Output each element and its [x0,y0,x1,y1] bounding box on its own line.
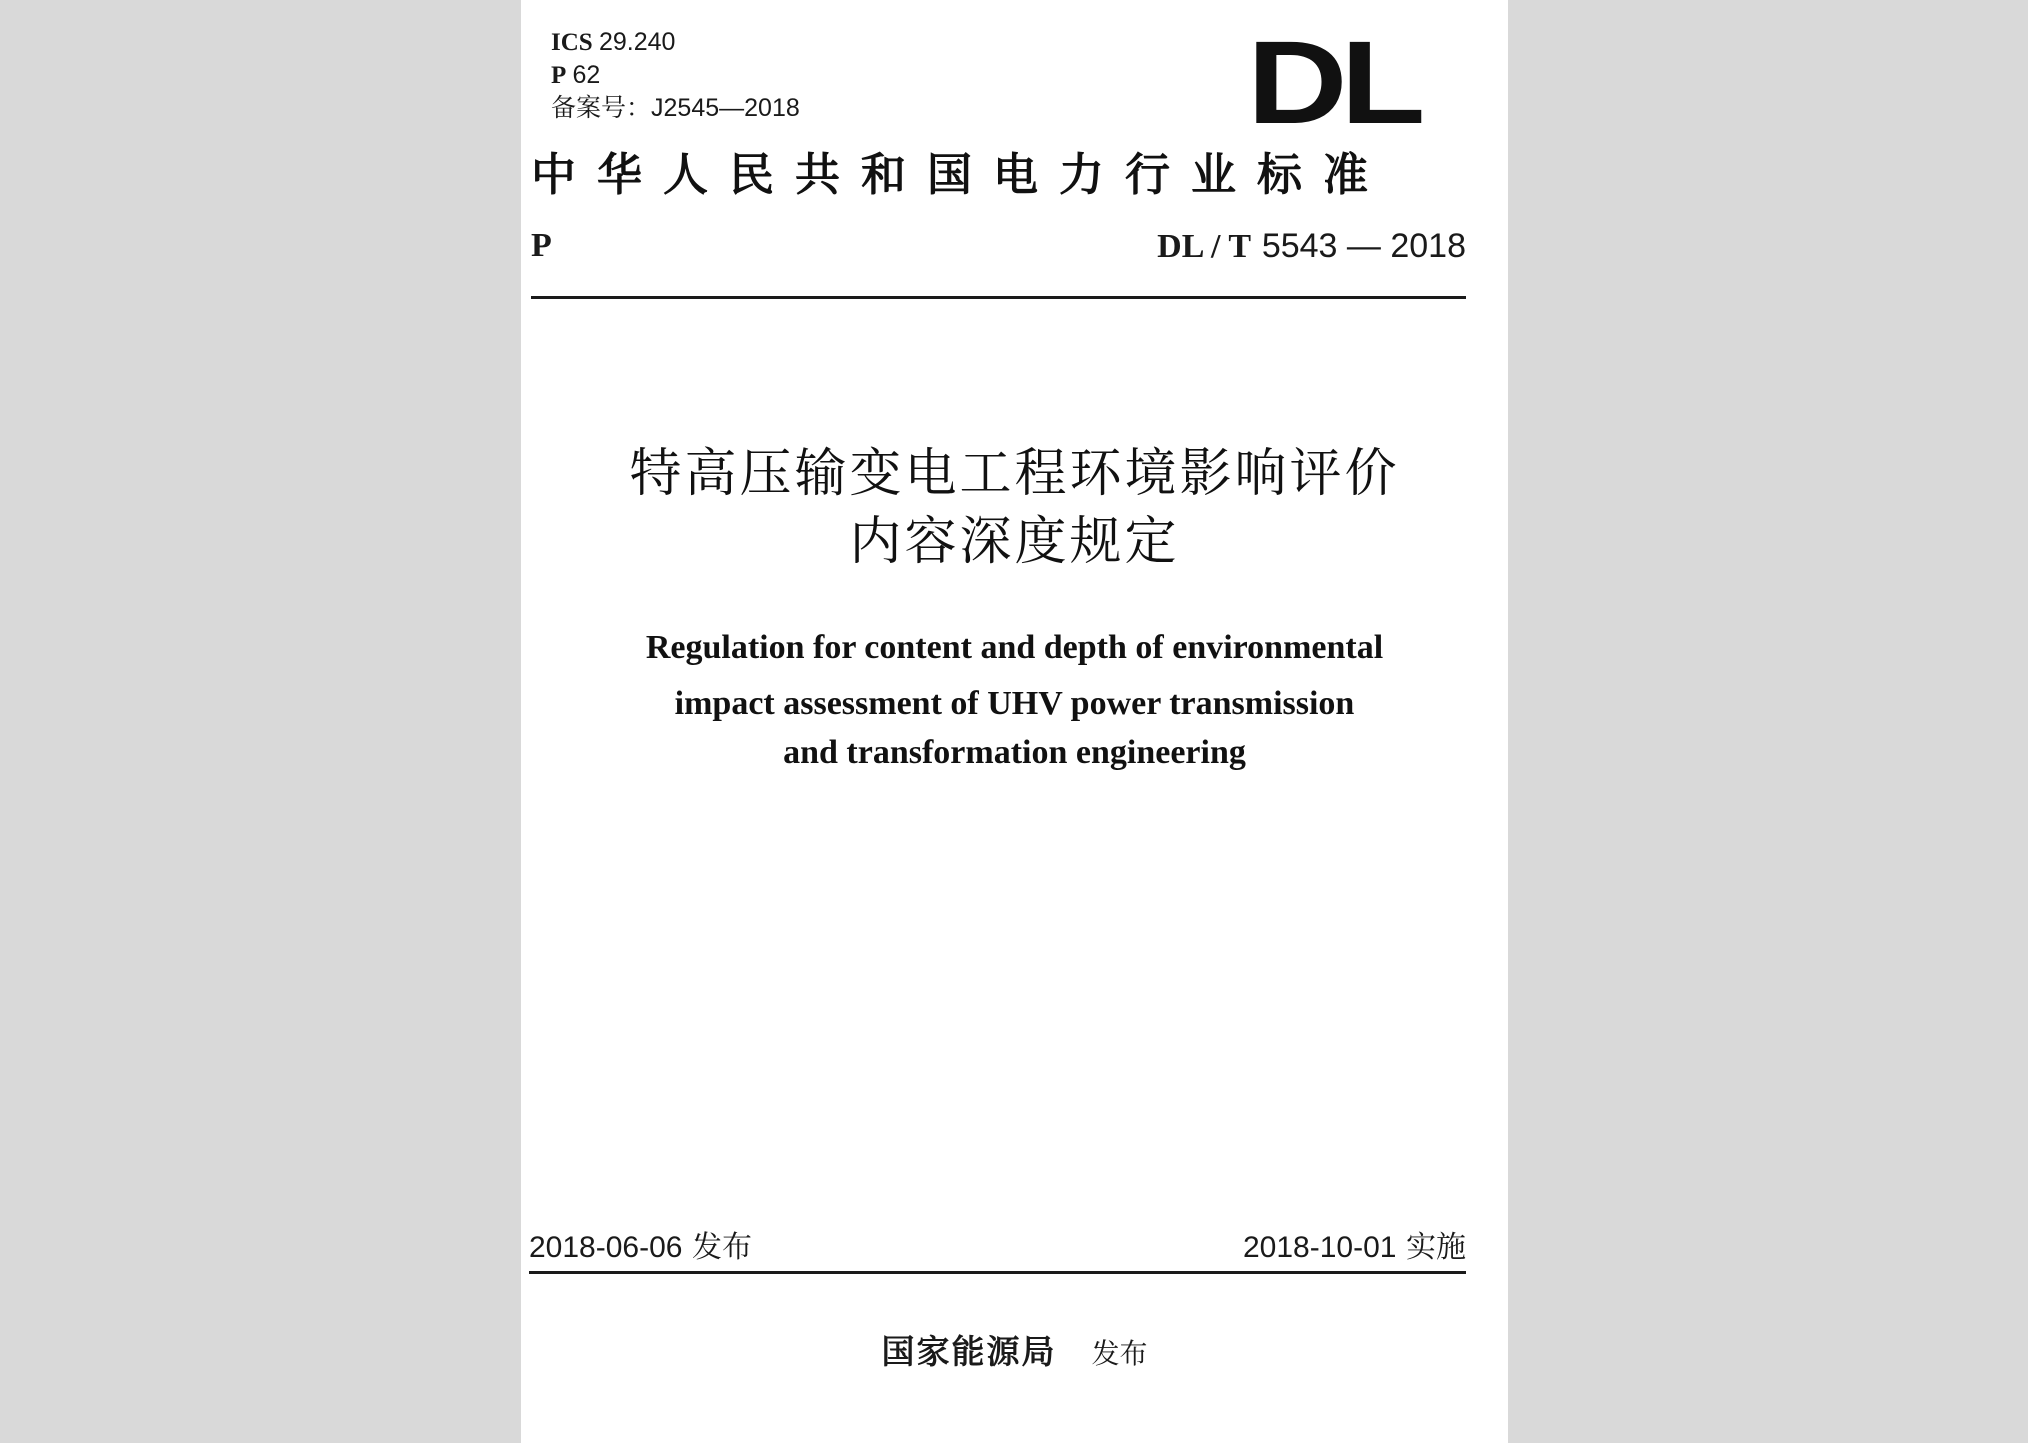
issuing-organization: 国家能源局 [881,1332,1057,1371]
implement-date [1243,1226,1466,1270]
chinese-title [521,440,1508,576]
record-label: 备案号： [551,95,652,122]
ccs-value: 62 [572,61,601,89]
english-title [521,622,1508,776]
date-line [529,1226,1466,1270]
implement-label: 实施 [1406,1230,1466,1265]
record-number [551,92,800,125]
chinese-title-line-2: 内容深度规定 [849,512,1180,572]
english-title-line-3: and transformation engineering [783,734,1246,771]
english-title-line-2: impact assessment of UHV power transmission [674,685,1355,722]
ics-code [551,26,800,59]
industry-standard-heading: 中华人民共和国电力行业标准 [531,148,1390,201]
header-divider [531,296,1466,299]
issue-action: 发布 [1091,1337,1148,1370]
record-value: J2545—2018 [651,94,800,122]
publish-date-value: 2018-06-06 [529,1231,683,1264]
standard-number [1157,222,1466,271]
ics-label: ICS [551,29,593,56]
standard-series: DL / T [1157,228,1252,265]
dl-logo-text: DL [1247,17,1419,149]
chinese-title-line-1: 特高压输变电工程环境影响评价 [629,444,1400,504]
standard-number-value: 5543 — 2018 [1261,227,1466,265]
classification-block [551,26,800,125]
dl-logo [1247,17,1419,149]
implement-date-value: 2018-10-01 [1242,1231,1397,1264]
publish-date [529,1226,752,1270]
document-cover [521,0,1508,1443]
publish-label: 发布 [692,1230,753,1265]
ccs-label: P [551,62,567,89]
class-code: P [531,227,552,264]
ccs-code [551,59,800,92]
english-title-line-1: Regulation for content and depth of environmental [645,629,1384,666]
standard-code-line [531,222,1466,270]
ics-value: 29.240 [598,28,676,56]
issuer-line [521,1326,1508,1373]
footer-divider [529,1271,1466,1274]
